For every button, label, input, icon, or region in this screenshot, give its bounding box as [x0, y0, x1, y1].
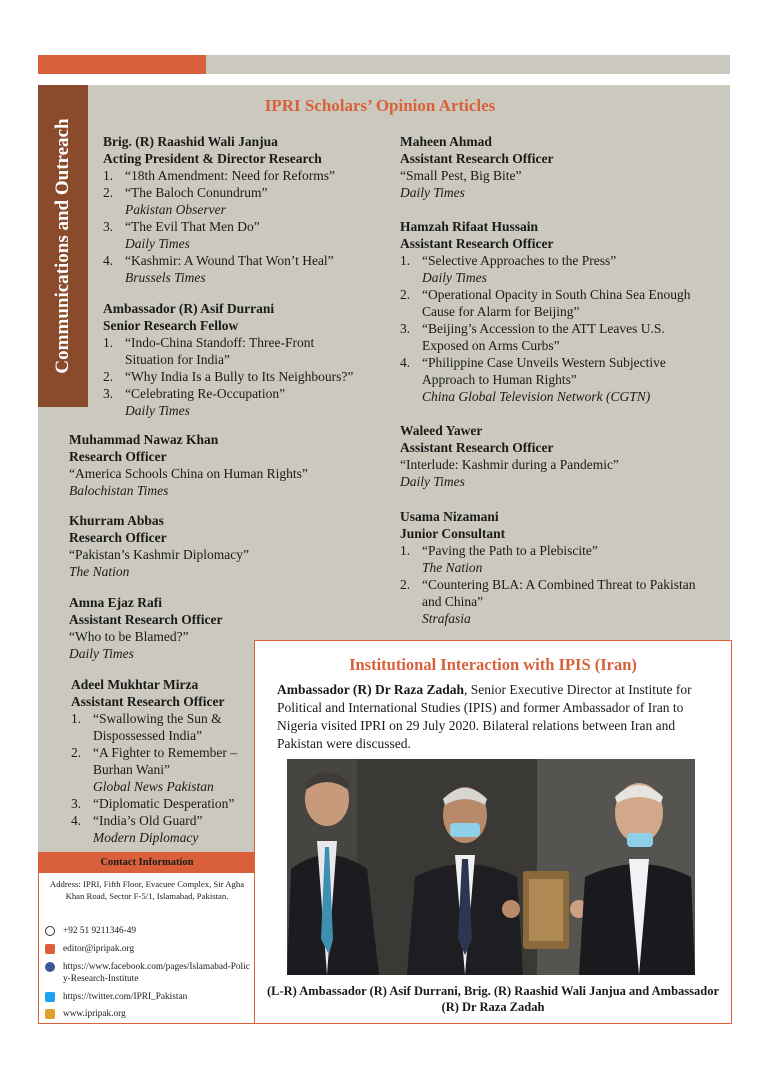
scholar-name: Amna Ejaz Rafi [69, 595, 162, 610]
article-title: “America Schools China on Human Rights” [69, 466, 308, 481]
twitter-icon [45, 992, 55, 1002]
contact-website: www.ipripak.org [45, 1008, 253, 1020]
publication: Daily Times [422, 270, 487, 285]
publication: Balochistan Times [69, 483, 169, 498]
article-title: “Who to be Blamed?” [69, 629, 189, 644]
publication: Global News Pakistan [93, 779, 214, 794]
group-photo-illustration [287, 759, 695, 975]
contact-email: editor@ipripak.org [45, 943, 253, 955]
list-item: 3. “Diplomatic Desperation” [71, 796, 235, 811]
list-item: 3. “Celebrating Re-Occupation” Daily Times [103, 385, 383, 419]
publication: The Nation [422, 560, 483, 575]
scholar-khurram [69, 512, 359, 580]
publication: Modern Diplomacy [93, 830, 199, 845]
group-photo [287, 759, 695, 975]
scholar-name: Khurram Abbas [69, 513, 164, 528]
publication: Daily Times [400, 185, 465, 200]
publication: Daily Times [400, 474, 465, 489]
scholar-usama [400, 508, 700, 627]
list-item: 4. “Kashmir: A Wound That Won’t Heal” Brussels Times [103, 252, 373, 286]
scholar-name: Waleed Yawer [400, 423, 483, 438]
scholar-name: Maheen Ahmad [400, 134, 492, 149]
publication: Pakistan Observer [125, 202, 226, 217]
interaction-body: , Senior Executive Director at Institute for Political and International Studies (IPIS) and former Ambassador of Iran to Nigeria visited IPRI on 29 July 2020. Bilateral relations between Iran and Pakistan were discussed. [277, 682, 692, 751]
article-title: “Why India Is a Bully to Its Neighbours?” [125, 369, 354, 384]
article-title: “Pakistan’s Kashmir Diplomacy” [69, 547, 249, 562]
top-bar [38, 55, 730, 74]
list-item: 2. “Operational Opacity in South China Sea Enough Cause for Alarm for Beijing” [400, 287, 691, 319]
interaction-title: Institutional Interaction with IPIS (Iran) [349, 655, 637, 674]
scholar-role: Research Officer [69, 449, 167, 464]
article-title: “A Fighter to Remember – Burhan Wani” [93, 745, 237, 777]
list-item: 1. “Indo-China Standoff: Three-Front Situation for India” [103, 335, 315, 367]
scholar-role: Assistant Research Officer [69, 612, 223, 627]
scholar-name: Usama Nizamani [400, 509, 499, 524]
top-bar-accent [38, 55, 206, 74]
list-item: 1. “Selective Approaches to the Press” Daily Times [400, 252, 700, 286]
scholar-adeel [71, 676, 251, 846]
scholar-role: Acting President & Director Research [103, 151, 322, 166]
scholar-role: Research Officer [69, 530, 167, 545]
list-item: 2. “The Baloch Conundrum” Pakistan Observer [103, 184, 373, 218]
interaction-lead: Ambassador (R) Dr Raza Zadah [277, 682, 465, 697]
list-item: 2. “Countering BLA: A Combined Threat to Pakistan and China” Strafasia [400, 576, 700, 627]
list-item: 1. “Paving the Path to a Plebiscite” The Nation [400, 542, 700, 576]
article-title: “Countering BLA: A Combined Threat to Pakistan and China” [422, 577, 696, 609]
facebook-icon [45, 962, 55, 972]
scholar-name: Ambassador (R) Asif Durrani [103, 301, 275, 316]
scholar-hamzah [400, 218, 700, 405]
article-title: “18th Amendment: Need for Reforms” [125, 168, 335, 183]
article-title: “Philippine Case Unveils Western Subjective Approach to Human Rights” [422, 355, 666, 387]
scholar-role: Assistant Research Officer [71, 694, 225, 709]
publication: Brussels Times [125, 270, 206, 285]
email-icon [45, 944, 55, 954]
article-title: “Operational Opacity in South China Sea Enough Cause for Alarm for Beijing” [422, 287, 691, 319]
scholar-durrani [103, 300, 383, 419]
contact-facebook: https://www.facebook.com/pages/Islamabad-Policy-Research-Institute [45, 961, 253, 985]
article-title: “Paving the Path to a Plebiscite” [422, 543, 598, 558]
publication: Strafasia [422, 611, 471, 626]
list-item: 1. “Swallowing the Sun & Dispossessed India” [71, 711, 222, 743]
scholar-name: Brig. (R) Raashid Wali Janjua [103, 134, 278, 149]
publication: China Global Television Network (CGTN) [422, 389, 651, 404]
interaction-box [254, 640, 732, 1024]
scholar-role: Assistant Research Officer [400, 236, 554, 251]
article-title: “Kashmir: A Wound That Won’t Heal” [125, 253, 334, 268]
contact-phone: +92 51 9211346-49 [45, 925, 253, 937]
list-item: 1. “18th Amendment: Need for Reforms” [103, 168, 335, 183]
article-title: “Selective Approaches to the Press” [422, 253, 617, 268]
scholar-maheen [400, 133, 700, 201]
section-side-tab [38, 85, 88, 407]
scholar-name: Adeel Mukhtar Mirza [71, 677, 199, 692]
list-item: 4. “Philippine Case Unveils Western Subjective Approach to Human Rights” China Global Television Network (CGTN) [400, 354, 700, 405]
section-side-label: Communications and Outreach [52, 118, 73, 374]
scholar-role: Assistant Research Officer [400, 151, 554, 166]
section-title: IPRI Scholars’ Opinion Articles [264, 96, 496, 115]
scholar-nawaz [69, 431, 359, 499]
publication: Daily Times [125, 236, 190, 251]
article-title: “Small Pest, Big Bite” [400, 168, 522, 183]
article-title: “Beijing’s Accession to the ATT Leaves U.S. Exposed on Arms Curbs” [422, 321, 665, 353]
contact-box [38, 852, 256, 1024]
scholar-name: Muhammad Nawaz Khan [69, 432, 219, 447]
photo-caption: (L-R) Ambassador (R) Asif Durrani, Brig. (R) Raashid Wali Janjua and Ambassador (R) Dr Raza Zadah [266, 984, 720, 1014]
contact-heading: Contact Information [39, 853, 255, 873]
phone-icon [45, 926, 55, 936]
article-title: “Diplomatic Desperation” [93, 796, 235, 811]
scholar-role: Senior Research Fellow [103, 318, 239, 333]
interaction-paragraph [277, 681, 717, 753]
article-title: “Indo-China Standoff: Three-Front Situation for India” [125, 335, 315, 367]
article-title: “India’s Old Guard” [93, 813, 203, 828]
scholar-role: Junior Consultant [400, 526, 506, 541]
article-title: “The Baloch Conundrum” [125, 185, 268, 200]
contact-twitter: https://twitter.com/IPRI_Pakistan [45, 991, 253, 1003]
list-item: 3. “Beijing’s Accession to the ATT Leaves U.S. Exposed on Arms Curbs” [400, 321, 665, 353]
scholar-waleed [400, 422, 700, 490]
list-item: 2. “Why India Is a Bully to Its Neighbours?” [103, 369, 354, 384]
article-title: “Swallowing the Sun & Dispossessed India” [93, 711, 222, 743]
scholar-janjua [103, 133, 373, 286]
list-item: 4. “India’s Old Guard” Modern Diplomacy [71, 812, 251, 846]
list-item: 2. “A Fighter to Remember – Burhan Wani” Global News Pakistan [71, 744, 251, 795]
contact-address: Address: IPRI, Fifth Floor, Evacuee Complex, Sir Agha Khan Road, Sector F-5/1, Islamabad, Pakistan. [49, 879, 245, 901]
list-item: 3. “The Evil That Men Do” Daily Times [103, 218, 373, 252]
article-title: “Celebrating Re-Occupation” [125, 386, 286, 401]
publication: Daily Times [125, 403, 190, 418]
scholar-name: Hamzah Rifaat Hussain [400, 219, 539, 234]
scholar-role: Assistant Research Officer [400, 440, 554, 455]
article-title: “The Evil That Men Do” [125, 219, 260, 234]
globe-icon [45, 1009, 55, 1019]
publication: The Nation [69, 564, 130, 579]
publication: Daily Times [69, 646, 134, 661]
article-title: “Interlude: Kashmir during a Pandemic” [400, 457, 619, 472]
